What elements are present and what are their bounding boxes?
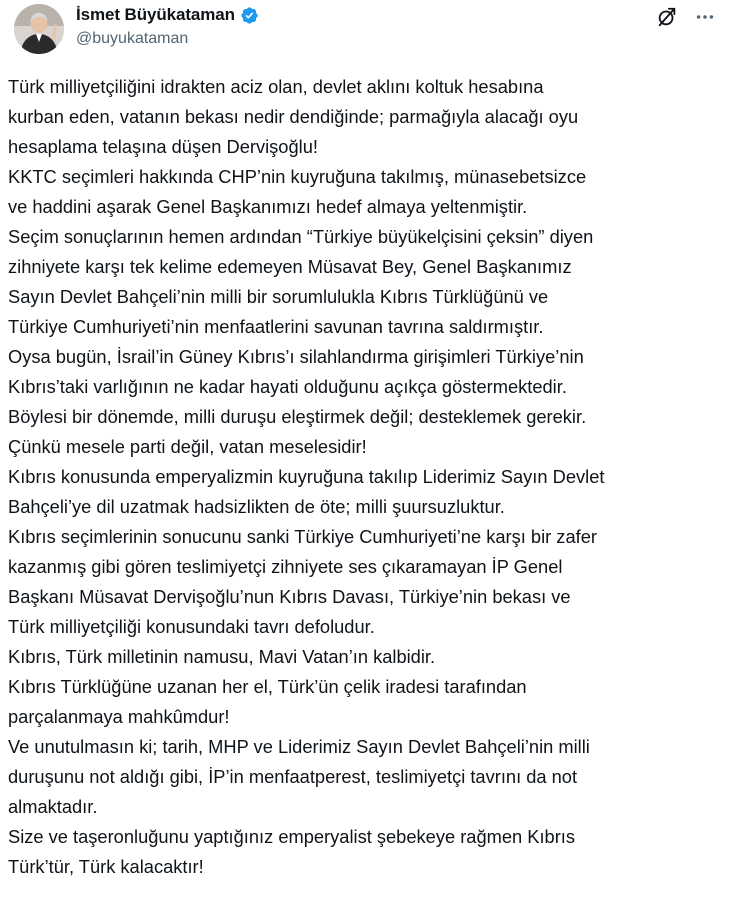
tweet-paragraph: Kıbrıs, Türk milletinin namusu, Mavi Vatan’ın kalbidir. [8,646,436,667]
name-row [76,3,259,27]
avatar[interactable] [14,4,64,54]
tweet-paragraph: Kıbrıs seçimlerinin sonucunu sanki Türkiye Cumhuriyeti’ne karşı bir zafer kazanmış gibi gören teslimiyetçi zihniyete ses çıkaramayan İP Genel Başkanı Müsavat Dervişoğlu’nun Kıbrıs Davası, Türkiye’nin bekası ve Türk milliyetçiliği konusundaki tavrı defoludur. [8,526,597,637]
tweet-paragraph: Ve unutulmasın ki; tarih, MHP ve Liderimiz Sayın Devlet Bahçeli’nin milli duruşunu not aldığı gibi, İP’in menfaatperest, teslimiyetçi tavrını da not almaktadır. [8,736,590,817]
tweet-paragraph: Türk milliyetçiliğini idrakten aciz olan, devlet aklını koltuk hesabına kurban eden, vatanın bekası nedir dendiğinde; parmağıyla alacağı oyu hesaplama telaşına düşen Dervişoğlu! [8,76,579,157]
tweet-paragraph: Çünkü mesele parti değil, vatan meselesidir! [8,436,367,457]
tweet-paragraph: Size ve taşeronluğunu yaptığınız emperyalist şebekeye rağmen Kıbrıs Türk’tür, Türk kalacaktır! [8,826,576,877]
verified-badge-icon[interactable] [240,6,259,25]
author-handle[interactable]: @buyukataman [76,30,189,47]
tweet-paragraph: Böylesi bir dönemde, milli duruşu eleştirmek değil; desteklemek gerekir. [8,406,587,427]
tweet-paragraph: Oysa bugün, İsrail’in Güney Kıbrıs’ı silahlandırma girişimleri Türkiye’nin Kıbrıs’taki varlığının ne kadar hayati olduğunu açıkça göstermektedir. [8,346,584,397]
author-display-name[interactable]: İsmet Büyükataman [76,5,235,24]
tweet-body [8,72,726,882]
grok-icon[interactable] [656,6,678,28]
tweet-paragraph: Kıbrıs konusunda emperyalizmin kuyruğuna takılıp Liderimiz Sayın Devlet Bahçeli’ye dil uzatmak hadsizlikten de öte; milli şuursuzluktur. [8,466,605,517]
more-icon[interactable] [694,6,716,28]
author-identity [76,3,259,48]
tweet-paragraph: KKTC seçimleri hakkında CHP’nin kuyruğuna takılmış, münasebetsizce ve haddini aşarak Genel Başkanımızı hedef almaya yeltenmiştir. [8,166,587,217]
tweet-paragraph: Seçim sonuçlarının hemen ardından “Türkiye büyükelçisini çeksin” diyen zihniyete karşı tek kelime edemeyen Müsavat Bey, Genel Başkanımız Sayın Devlet Bahçeli’nin milli bir sorumlulukla Kıbrıs Türklüğünü ve Türkiye Cumhuriyeti’nin menfaatlerini savunan tavrına saldırmıştır. [8,226,594,337]
tweet-paragraph: Kıbrıs Türklüğüne uzanan her el, Türk’ün çelik iradesi tarafından parçalanmaya mahkûmdur! [8,676,527,727]
tweet-actions [656,6,716,28]
tweet-header [8,0,722,66]
